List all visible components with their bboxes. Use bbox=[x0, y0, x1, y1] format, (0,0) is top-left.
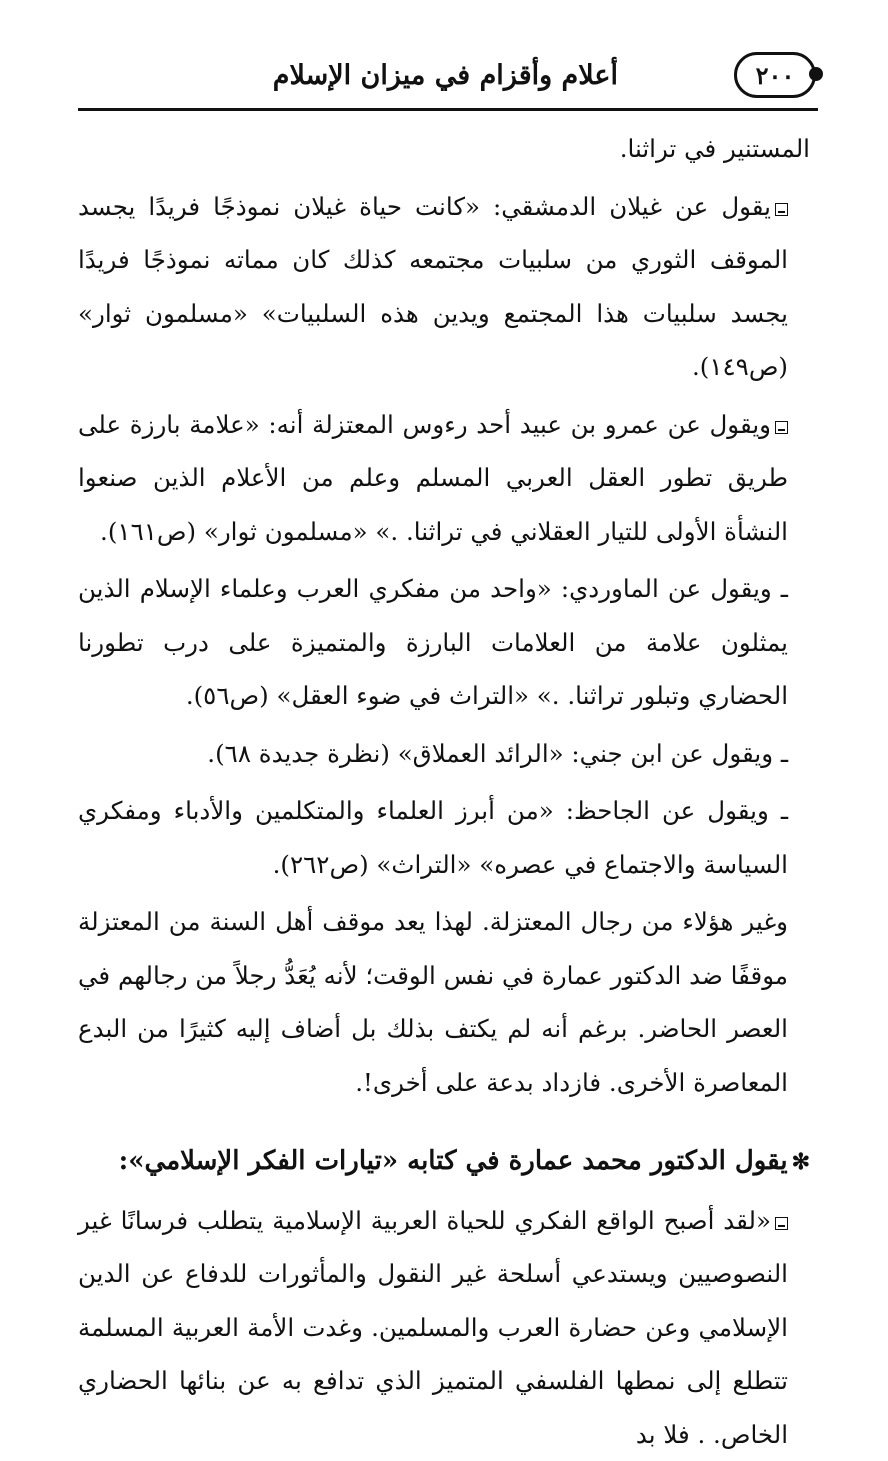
running-title: أعلام وأقزام في ميزان الإسلام bbox=[273, 60, 618, 91]
page-header bbox=[78, 52, 818, 114]
square-bullet-icon bbox=[775, 421, 788, 434]
square-bullet-icon bbox=[775, 1217, 788, 1230]
paragraph: وغير هؤلاء من رجال المعتزلة. لهذا يعد موقف أهل السنة من المعتزلة موقفًا ضد الدكتور عمارة في نفس الوقت؛ لأنه يُعَدُّ رجلاً من رجالهم في العصر الحاضر. برغم أنه لم يكتف بذلك بل أضاف إليه كثيرًا من البدع المعاصرة الأخرى. فازداد بدعة على أخرى!. bbox=[78, 895, 810, 1109]
paragraph: «لقد أصبح الواقع الفكري للحياة العربية الإسلامية يتطلب فرسانًا غير النصوصيين ويستدعي أسلحة غير النقول والمأثورات للدفاع عن الدين الإسلامي وعن حضارة العرب والمسلمين. وغدت الأمة العربية المسلمة تتطلع إلى نمطها الفلسفي المتميز الذي تدافع به عن بنائها الحضاري الخاص. . فلا بد bbox=[78, 1194, 810, 1461]
header-rule bbox=[78, 108, 818, 111]
star-bullet-icon: ✻ bbox=[792, 1149, 810, 1175]
section-heading: ✻يقول الدكتور محمد عمارة في كتابه «تيارات الفكر الإسلامي»: bbox=[78, 1135, 810, 1190]
paragraph: ويقول عن عمرو بن عبيد أحد رءوس المعتزلة أنه: «علامة بارزة على طريق تطور العقل العربي المسلم وعلم من الأعلام الذين صنعوا النشأة الأولى للتيار العقلاني في تراثنا. .» «مسلمون ثوار» (ص١٦١). bbox=[78, 398, 810, 559]
paragraph: ـ ويقول عن الماوردي: «واحد من مفكري العرب وعلماء الإسلام الذين يمثلون علامة من العلامات البارزة والمتميزة على درب تطورنا الحضاري وتبلور تراثنا. .» «التراث في ضوء العقل» (ص٥٦). bbox=[78, 562, 810, 723]
paragraph: ـ ويقول عن الجاحظ: «من أبرز العلماء والمتكلمين والأدباء ومفكري السياسة والاجتماع في عصره» «التراث» (ص٢٦٢). bbox=[78, 784, 810, 891]
page-body bbox=[78, 122, 810, 1461]
paragraph: يقول عن غيلان الدمشقي: «كانت حياة غيلان نموذجًا فريدًا يجسد الموقف الثوري من سلبيات مجتمعه كذلك كان مماته نموذجًا فريدًا يجسد سلبيات هذا المجتمع ويدين هذه السلبيات» «مسلمون ثوار» (ص١٤٩). bbox=[78, 180, 810, 394]
paragraph: ـ ويقول عن ابن جني: «الرائد العملاق» (نظرة جديدة ٦٨). bbox=[78, 727, 810, 781]
paragraph: المستنير في تراثنا. bbox=[78, 122, 810, 176]
square-bullet-icon bbox=[775, 203, 788, 216]
page-number: ٢٠٠ bbox=[734, 52, 816, 98]
